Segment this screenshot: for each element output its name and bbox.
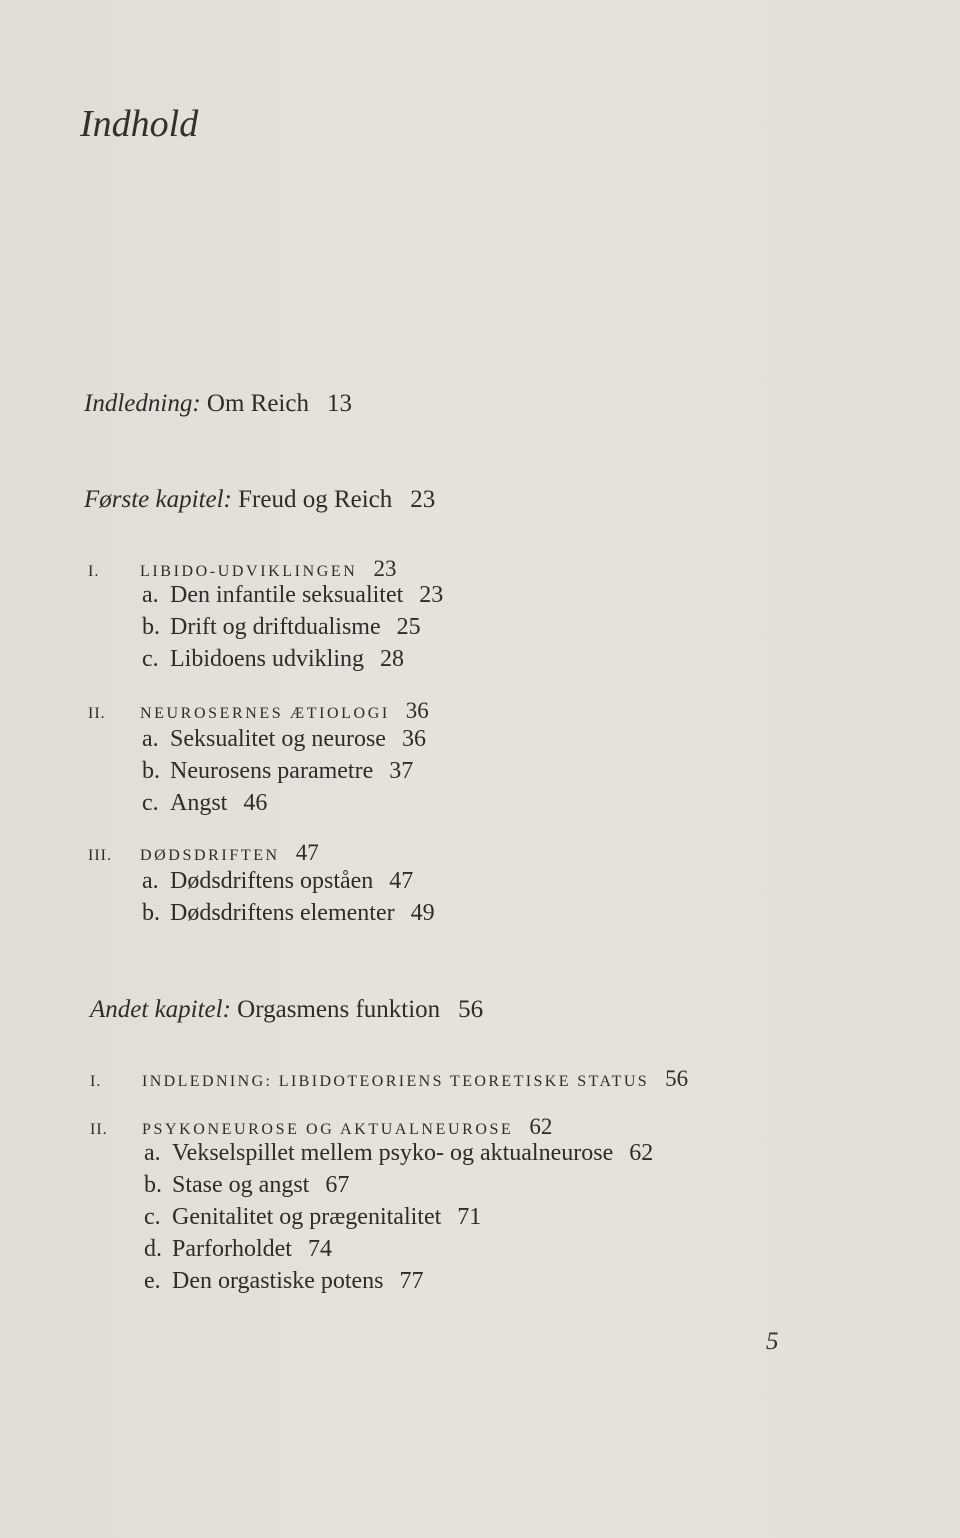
- page-number: 67: [325, 1172, 350, 1198]
- page-number: 23: [419, 582, 444, 608]
- subsection-title: Dødsdriftens opståen: [170, 868, 374, 894]
- subsection-title: Libidoens udvikling: [170, 646, 364, 672]
- toc-section: [88, 840, 319, 866]
- subsection-letter: b.: [142, 614, 160, 640]
- subsection-letter: b.: [142, 758, 160, 784]
- section-number: I.: [88, 563, 100, 580]
- subsection-letter: a.: [142, 582, 159, 608]
- toc-subsection: [142, 646, 404, 673]
- chapter-label: Andet kapitel:: [90, 996, 231, 1023]
- page-number: 36: [401, 726, 426, 752]
- toc-chapter-1: [84, 486, 435, 514]
- subsection-title: Dødsdriftens elementer: [170, 900, 395, 926]
- page-number: 37: [389, 758, 414, 784]
- folio-page-number: 5: [766, 1328, 779, 1355]
- page-number: 56: [458, 996, 484, 1023]
- page-number: 23: [373, 556, 397, 581]
- subsection-letter: a.: [142, 868, 159, 894]
- page-number: 71: [457, 1204, 482, 1230]
- subsection-letter: b.: [144, 1172, 162, 1198]
- toc-subsection: [142, 868, 413, 895]
- page-number: 62: [529, 1114, 553, 1139]
- subsection-title: Neurosens parametre: [170, 758, 374, 784]
- toc-section: [88, 556, 396, 582]
- page-number: 25: [396, 614, 421, 640]
- page-number: 28: [380, 646, 404, 672]
- subsection-title: Drift og driftdualisme: [170, 614, 381, 640]
- chapter-label: Indledning:: [84, 390, 201, 417]
- subsection-letter: a.: [144, 1140, 161, 1166]
- toc-section: [90, 1066, 688, 1092]
- toc-subsection: [144, 1204, 481, 1231]
- toc-subsection: [144, 1236, 332, 1263]
- page-number: 74: [307, 1236, 332, 1262]
- toc-subsection: [142, 758, 413, 785]
- page-number: 62: [629, 1140, 654, 1166]
- toc-subsection: [142, 900, 435, 927]
- subsection-letter: c.: [142, 646, 159, 672]
- section-title: NEUROSERNES ÆTIOLOGI: [140, 705, 390, 722]
- subsection-letter: c.: [144, 1204, 161, 1230]
- subsection-title: Angst: [170, 790, 228, 816]
- section-number: III.: [88, 847, 112, 864]
- section-title: INDLEDNING: LIBIDOTEORIENS TEORETISKE STATUS: [142, 1073, 650, 1090]
- subsection-title: Seksualitet og neurose: [170, 726, 386, 752]
- subsection-title: Parforholdet: [172, 1236, 292, 1262]
- subsection-title: Stase og angst: [172, 1172, 310, 1198]
- page-number: 49: [410, 900, 435, 926]
- subsection-letter: a.: [142, 726, 159, 752]
- section-number: II.: [88, 705, 106, 722]
- section-number: I.: [90, 1073, 102, 1090]
- subsection-letter: d.: [144, 1236, 162, 1262]
- toc-subsection: [144, 1172, 349, 1199]
- page-title: Indhold: [80, 103, 199, 145]
- toc-subsection: [142, 790, 267, 817]
- toc-section: [90, 1114, 552, 1140]
- section-number: II.: [90, 1121, 108, 1138]
- toc-subsection: [142, 582, 443, 609]
- toc-intro: [84, 390, 352, 418]
- page-number: 46: [243, 790, 268, 816]
- toc-subsection: [144, 1268, 424, 1295]
- page-number: 77: [399, 1268, 424, 1294]
- page-number: 13: [326, 390, 352, 417]
- page-number: 56: [665, 1066, 689, 1091]
- page-number: 47: [295, 840, 319, 865]
- toc-chapter-2: [90, 996, 483, 1024]
- section-title: PSYKONEUROSE OG AKTUALNEUROSE: [142, 1121, 514, 1138]
- section-title: LIBIDO-UDVIKLINGEN: [140, 563, 358, 580]
- chapter-label: Første kapitel:: [84, 486, 232, 513]
- toc-section: [88, 698, 429, 724]
- chapter-title: Freud og Reich: [238, 486, 393, 513]
- subsection-letter: b.: [142, 900, 160, 926]
- page-number: 36: [405, 698, 429, 723]
- chapter-title: Orgasmens funktion: [237, 996, 441, 1023]
- subsection-title: Den orgastiske potens: [172, 1268, 384, 1294]
- page-number: 47: [389, 868, 414, 894]
- section-title: DØDSDRIFTEN: [140, 847, 280, 864]
- toc-subsection: [144, 1140, 653, 1167]
- toc-subsection: [142, 726, 426, 753]
- subsection-title: Den infantile seksualitet: [170, 582, 404, 608]
- subsection-letter: c.: [142, 790, 159, 816]
- subsection-title: Genitalitet og prægenitalitet: [172, 1204, 442, 1230]
- chapter-title: Om Reich: [206, 390, 309, 417]
- toc-subsection: [142, 614, 421, 641]
- page-number: 23: [410, 486, 436, 513]
- subsection-letter: e.: [144, 1268, 161, 1294]
- subsection-title: Vekselspillet mellem psyko- og aktualneurose: [172, 1140, 614, 1166]
